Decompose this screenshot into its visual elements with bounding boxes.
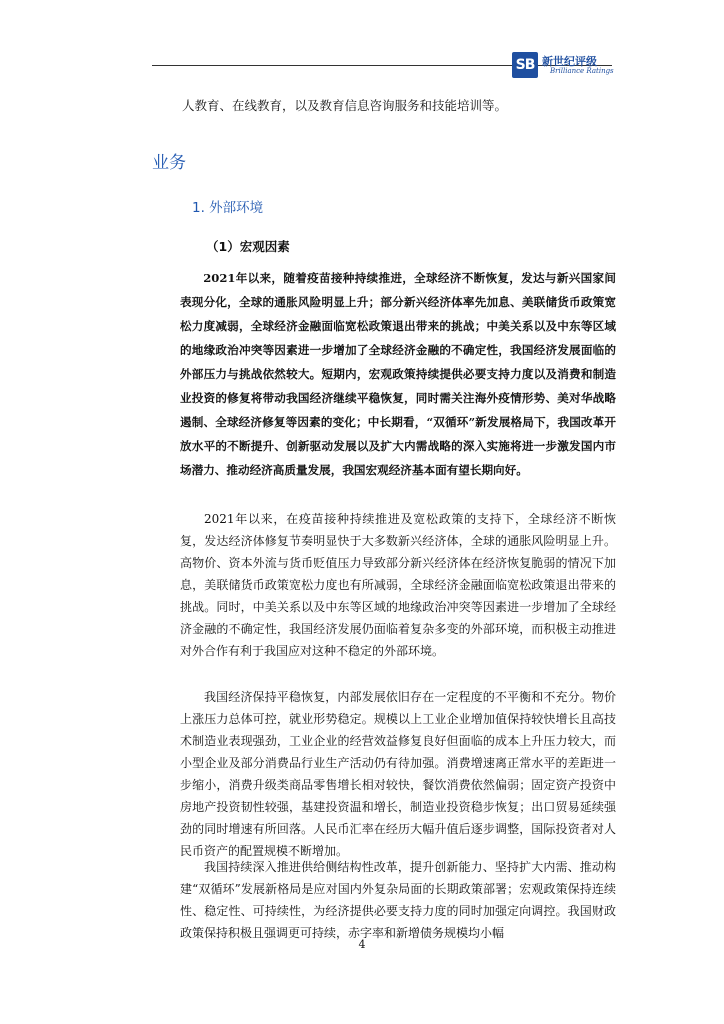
subsubsection-title: （1）宏观因素 [206, 239, 290, 254]
summary-paragraph: 2021年以来，随着疫苗接种持续推进，全球经济不断恢复，发达与新兴国家间表现分化，全球的通胀风险明显上升；部分新兴经济体率先加息、美联储货币政策宽松力度减弱，全球经济金融面临宽松政策退出带来的挑战；中美关系以及中东等区域的地缘政治冲突等因素进一步增加了全球经济金融的不确定性，我国经济发展面临的外部压力与挑战依然较大。短期内，宏观政策持续提供必要支持力度以及消费和制造业投资的修复将带动我国经济继续平稳恢复，同时需关注海外疫情形势、美对华战略遏制、全球经济修复等因素的变化；中长期看，“双循环”新发展格局下，我国改革开放水平的不断提升、创新驱动发展以及扩大内需战略的深入实施将进一步激发国内市场潜力、推动经济高质量发展，我国宏观经济基本面有望长期向好。 [180, 271, 616, 477]
body-paragraph-domestic: 我国经济保持平稳恢复，内部发展依旧存在一定程度的不平衡和不充分。物价上涨压力总体可控，就业形势稳定。规模以上工业企业增加值保持较快增长且高技术制造业表现强劲，工业企业的经营效益修复良好但面临的成本上升压力较大，而小型企业及部分消费品行业生产活动仍有待加强。消费增速离正常水平的差距进一步缩小，消费升级类商品零售增长相对较快，餐饮消费依然偏弱；固定资产投资中房地产投资韧性较强，基建投资温和增长，制造业投资稳步恢复；出口贸易延续强劲的同时增速有所回落。人民币汇率在经历大幅升值后逐步调整，国际投资者对人民币资产的配置规模不断增加。 [180, 690, 616, 858]
company-logo [512, 52, 612, 82]
page-number: 4 [358, 938, 366, 951]
body-paragraph-policy: 我国持续深入推进供给侧结构性改革，提升创新能力、坚持扩大内需、推动构建“双循环”发展新格局是应对国内外复杂局面的长期政策部署；宏观政策保持连续性、稳定性、可持续性，为经济提供必要支持力度的同时加强定向调控。我国财政政策保持积极且强调更可持续，赤字率和新增债务规模均小幅 [180, 860, 616, 940]
body-paragraph-global: 2021年以来，在疫苗接种持续推进及宽松政策的支持下，全球经济不断恢复，发达经济体修复节奏明显快于大多数新兴经济体，全球的通胀风险明显上升。高物价、资本外流与货币贬值压力导致部分新兴经济体在经济恢复脆弱的情况下加息，美联储货币政策宽松力度也有所减弱，全球经济金融面临宽松政策退出带来的挑战。同时，中美关系以及中东等区域的地缘政治冲突等因素进一步增加了全球经济金融的不确定性，我国经济发展仍面临着复杂多变的外部环境，而积极主动推进对外合作有利于我国应对这种不稳定的外部环境。 [180, 512, 616, 658]
logo-mark-icon: SB [512, 52, 538, 78]
subsection-title: 1. 外部环境 [192, 200, 264, 216]
logo-english-name: Brilliance Ratings [550, 67, 614, 75]
logo-chinese-name: 新世纪评级 [542, 55, 597, 68]
section-title: 业务 [152, 153, 186, 173]
intro-line: 人教育、在线教育，以及教育信息咨询服务和技能培训等。 [182, 98, 508, 113]
